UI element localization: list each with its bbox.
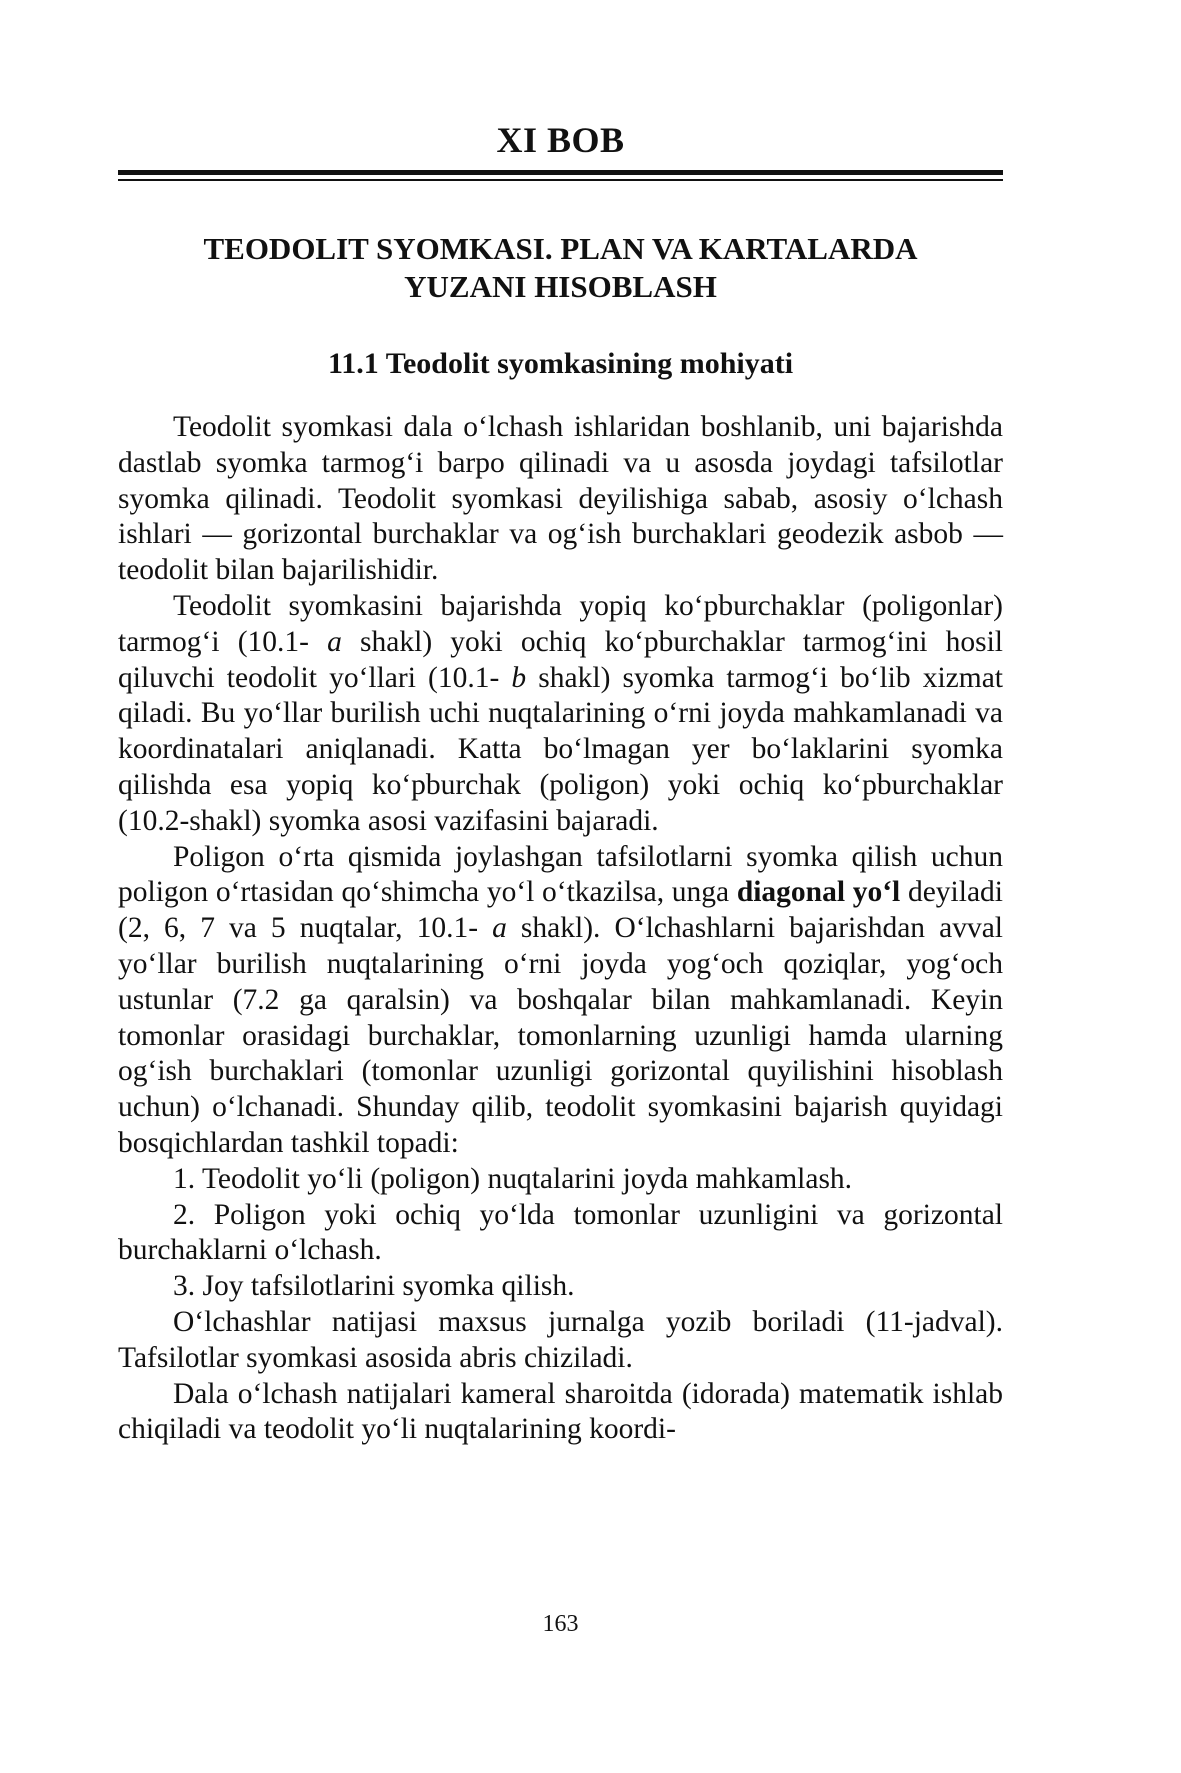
- paragraph-3: [118, 840, 1003, 1162]
- paragraph-1: Teodolit syomkasi dala o‘lchash ishlaridan boshlanib, uni bajarishda dastlab syomka tarmog‘i barpo qilinadi va u asosda joydagi tafsilotlar syomka qilinadi. Teodolit syomkasi deyilishiga sabab, asosiy o‘lchash ishlari — gorizontal burchaklar va og‘ish burchaklari geodezik asbob — teodolit bilan bajarilishidir.: [118, 411, 1003, 587]
- body-text: [118, 410, 1003, 1448]
- paragraph-2-part-a: Teodolit syomkasini bajarishda yopiq ko‘pburchaklar (poligonlar) tarmog‘i (10.1-: [118, 589, 1003, 658]
- paragraph-4: O‘lchashlar natijasi maxsus jurnalga yozib boriladi (11-jadval). Tafsilotlar syomkasi asosida abris chiziladi.: [118, 1305, 1003, 1374]
- chapter-title-line-2: YUZANI HISOBLASH: [404, 269, 717, 304]
- figure-ref-a-2: a: [492, 912, 507, 945]
- page-number: 163: [542, 1611, 579, 1637]
- list-item-2: 2. Poligon yoki ochiq yo‘lda tomonlar uzunligini va gorizontal burchaklarni o‘lchash.: [118, 1198, 1003, 1267]
- figure-ref-b: b: [511, 661, 527, 694]
- chapter-title-line-1: TEODOLIT SYOMKASI. PLAN VA KARTALARDA: [203, 231, 918, 266]
- term-diagonal: diagonal yo‘l: [736, 876, 901, 909]
- paragraph-3-part-b: deyiladi (2, 6, 7 va 5 nuqtalar, 10.1-: [118, 876, 1003, 945]
- header-rule-thin: [118, 179, 1003, 181]
- section-heading: 11.1 Teodolit syomkasining mohiyati: [327, 347, 794, 380]
- paragraph-2-part-b: shakl) yoki ochiq ko‘pburchaklar tarmog‘ini hosil qiluvchi teodolit yo‘llari (10.1-: [118, 625, 1003, 694]
- paragraph-3-part-c: shakl). O‘lchashlarni bajarishdan avval yo‘llar burilish nuqtalarining o‘rni joyda yog‘och qoziqlar, yog‘och ustunlar (7.2 ga qaralsin) va boshqalar bilan mahkamlanadi. Keyin tomonlar orasidagi burchaklar, tomonlarning uzunligi hamda ularning og‘ish burchaklari (tomonlar uzunligi gorizontal quyilishini hisoblash uchun) o‘lchanadi. Shunday qilib, teodolit syomkasini bajarish quyidagi bosqichlardan tashkil topadi:: [118, 912, 1003, 1159]
- book-page: [118, 0, 1003, 1773]
- figure-ref-a: a: [327, 625, 342, 658]
- paragraph-2-part-c: shakl) syomka tarmog‘i bo‘lib xizmat qiladi. Bu yo‘llar burilish uchi nuqtalarining o‘rni joyda mahkamlanadi va koordinatalari aniqlanadi. Katta bo‘lmagan yer bo‘laklarini syomka qilishda esa yopiq ko‘pburchak (poligon) yoki ochiq ko‘pburchaklar (10.2-shakl) syomka asosi vazifasini bajaradi.: [118, 661, 1003, 837]
- chapter-label: XI BOB: [496, 120, 625, 160]
- header-rule-thick: [118, 170, 1003, 175]
- paragraph-2: [118, 589, 1003, 840]
- paragraph-3-part-a: Poligon o‘rta qismida joylashgan tafsilotlarni syomka qilish uchun poligon o‘rtasidan qo‘shimcha yo‘l o‘tkazilsa, unga: [118, 840, 1003, 909]
- list-item-3: 3. Joy tafsilotlarini syomka qilish.: [173, 1270, 575, 1303]
- chapter-title: [118, 230, 1003, 306]
- paragraph-5: Dala o‘lchash natijalari kameral sharoitda (idorada) matematik ishlab chiqiladi va teodolit yo‘li nuqtalarining koordi-: [118, 1377, 1003, 1446]
- list-item-1: 1. Teodolit yo‘li (poligon) nuqtalarini joyda mahkamlash.: [173, 1162, 853, 1195]
